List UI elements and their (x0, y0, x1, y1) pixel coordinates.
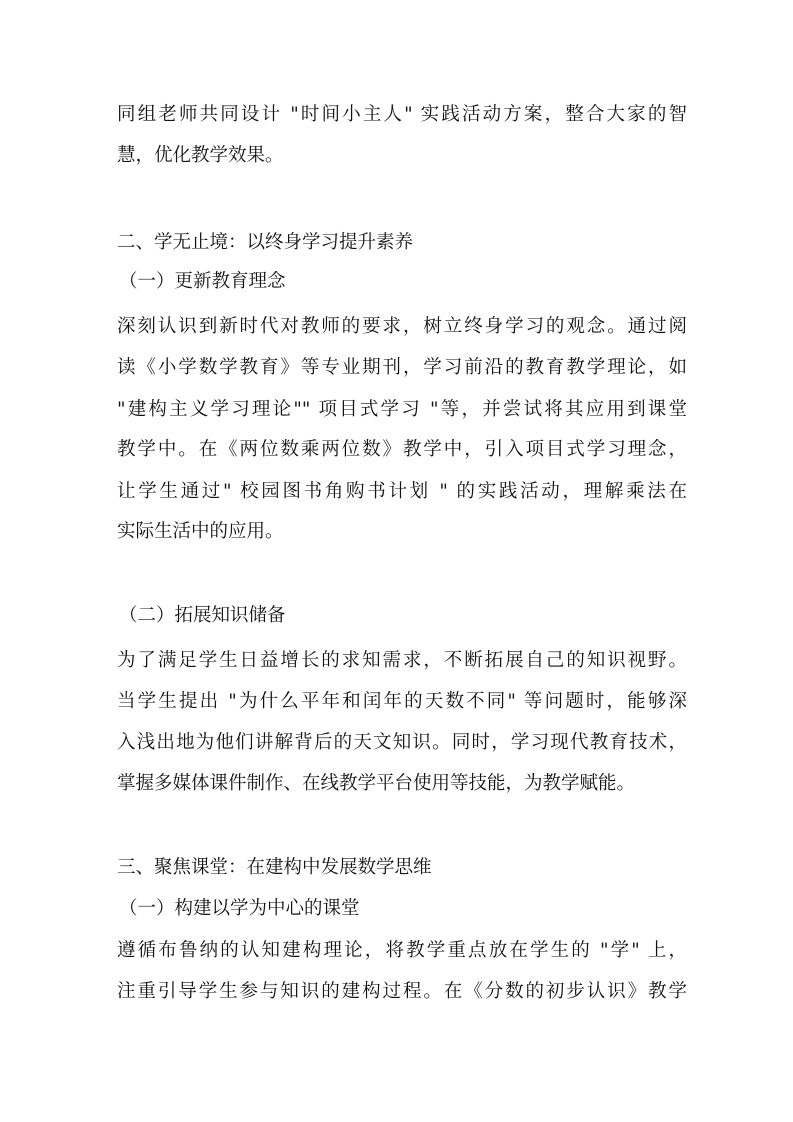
subsection-heading-2-1: （一）更新教育理念 (119, 271, 286, 292)
paragraph-line: 为了满足学生日益增长的求知需求，不断拓展自己的知识视野。 (117, 650, 687, 671)
subsection-heading-2-2: （二）拓展知识储备 (119, 605, 286, 626)
subsection-heading-3-1: （一）构建以学为中心的课堂 (119, 898, 360, 919)
paragraph-line: 实际生活中的应用。 (117, 521, 284, 542)
paragraph-line: 慧，优化教学效果。 (117, 145, 284, 166)
paragraph-line: 注重引导学生参与知识的建构过程。在《分数的初步认识》教学 (117, 981, 687, 1002)
paragraph-line: 掌握多媒体课件制作、在线教学平台使用等技能，为教学赋能。 (117, 773, 636, 794)
paragraph-line: "建构主义学习理论"" 项目式学习 "等，并尝试将其应用到课堂 (117, 399, 687, 420)
paragraph-line: 入浅出地为他们讲解背后的天文知识。同时，学习现代教育技术， (117, 732, 687, 753)
section-heading-2: 二、学无止境：以终身学习提升素养 (117, 232, 414, 253)
paragraph-line: 当学生提出 "为什么平年和闰年的天数不同" 等问题时，能够深 (117, 691, 687, 712)
paragraph-line: 深刻认识到新时代对教师的要求，树立终身学习的观念。通过阅 (117, 316, 687, 337)
paragraph-line: 同组老师共同设计 "时间小主人" 实践活动方案，整合大家的智 (117, 104, 687, 125)
paragraph-line: 让学生通过" 校园图书角购书计划 " 的实践活动，理解乘法在 (117, 481, 687, 502)
section-heading-3: 三、聚焦课堂：在建构中发展数学思维 (117, 857, 432, 878)
paragraph-line: 读《小学数学教育》等专业期刊，学习前沿的教育教学理论，如 (117, 357, 687, 378)
paragraph-line: 教学中。在《两位数乘两位数》教学中，引入项目式学习理念， (117, 439, 687, 460)
paragraph-line: 遵循布鲁纳的认知建构理论，将教学重点放在学生的 "学" 上， (117, 940, 687, 961)
